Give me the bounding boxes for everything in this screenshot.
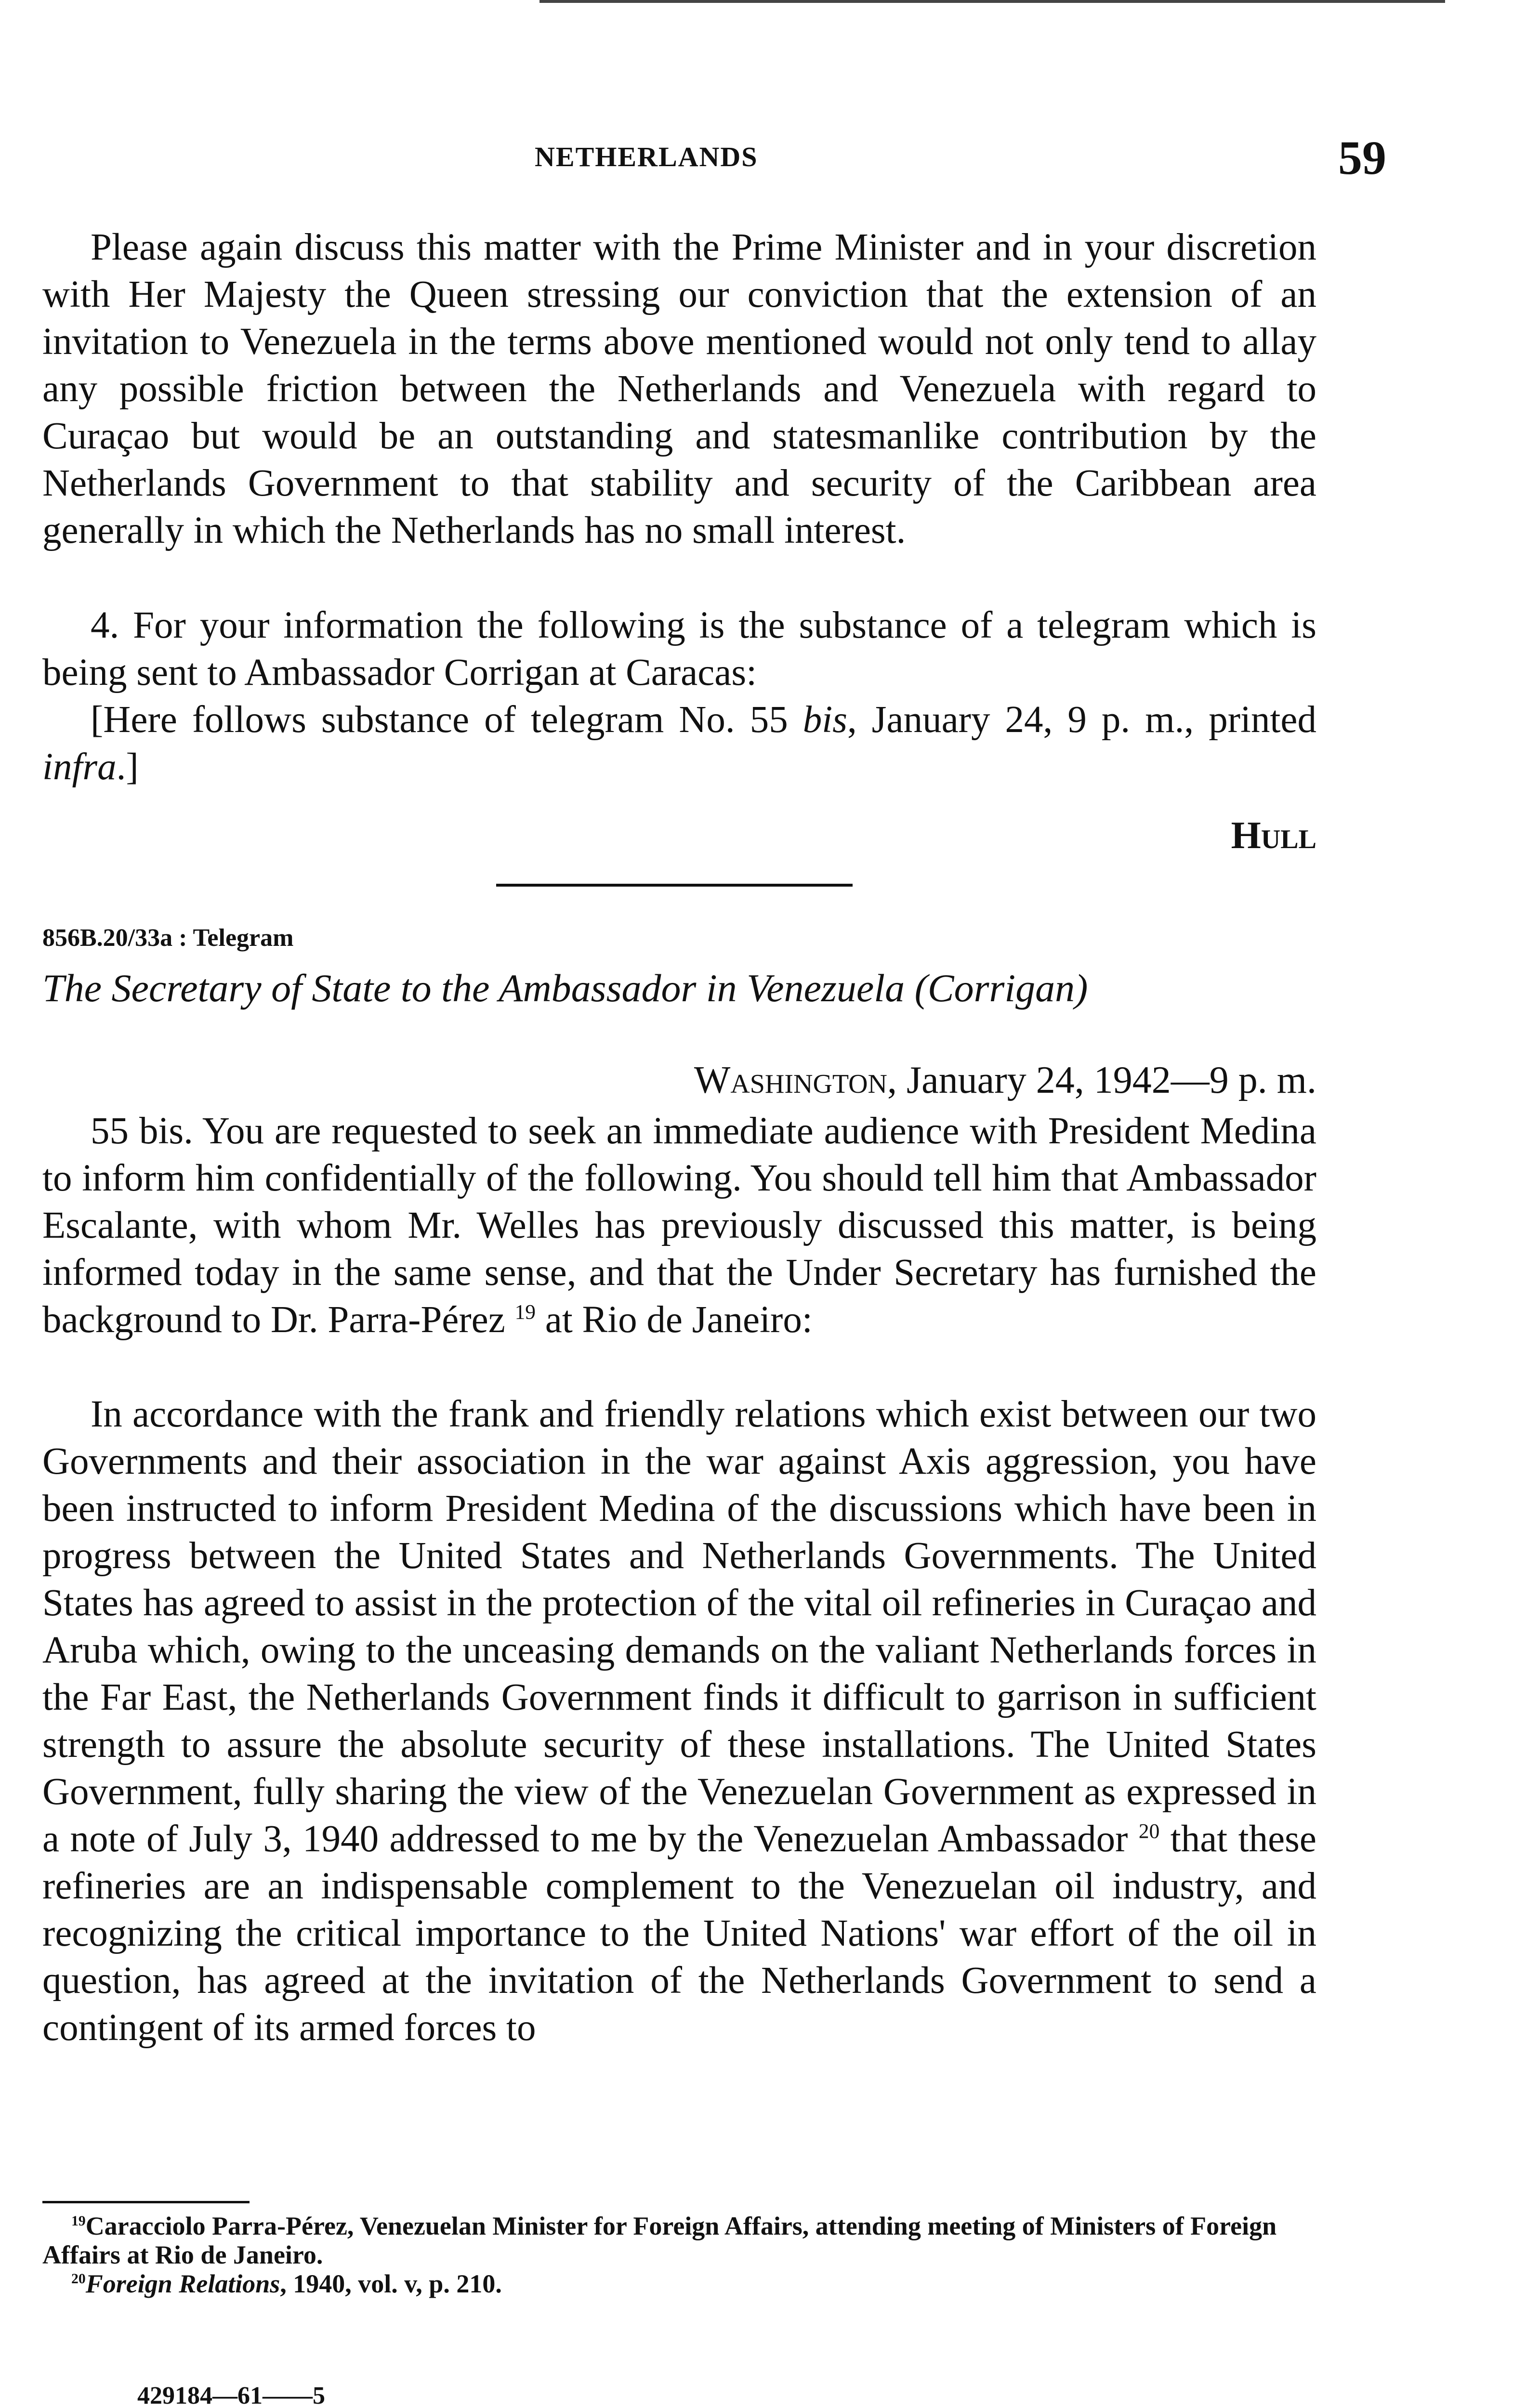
paragraph-discuss: Please again discuss this matter with the Prime Minister and in your discretion with Her Majesty the Queen stressing our conviction that the extension of an invitation to Venezuela in the terms above mentioned would not only tend to allay any possible friction between the Netherlands and Venezuela with regard to Curaçao but would be an outstanding and statesmanlike contribution by the Netherlands Government to that stability and security of the Caribbean area generally in which the Netherlands has no small interest.: [42, 226, 1316, 551]
footnote-mark: 19: [71, 2213, 86, 2229]
footnote-19: [42, 2212, 1316, 2269]
document-title: The Secretary of State to the Ambassador in Venezuela (Corrigan): [42, 966, 1088, 1010]
footnote-ref-19: 19: [514, 1300, 536, 1324]
top-rule: [539, 0, 1445, 3]
editorial-after: .]: [116, 746, 139, 788]
dateline-date: , January 24, 1942—9 p. m.: [887, 1059, 1316, 1101]
footnote-text: Caracciolo Parra-Pérez, Venezuelan Minister for Foreign Affairs, attending meeting of Ministers of Foreign Affairs at Rio de Janeiro.: [42, 2212, 1277, 2269]
footnote-title: Foreign Relations: [85, 2269, 280, 2298]
paragraph-4: 4. For your information the following is the substance of a telegram which is being sent to Ambassador Corrigan at Caracas:: [42, 604, 1316, 694]
editorial-note: [42, 696, 1316, 791]
para-accord-before: In accordance with the frank and friendly relations which exist between our two Governments and their association in the war against Axis aggression, you have been instructed to inform President Medina of the discussions which have been in progress between the United States and Netherlands Governments. The United States has agreed to assist in the protection of the vital oil refineries in Curaçao and Aruba which, owing to the unceasing demands on the valiant Netherlands forces in the Far East, the Netherlands Government finds it difficult to garrison in sufficient strength to assure the absolute security of these installations. The United States Government, fully sharing the view of the Venezuelan Government as expressed in a note of July 3, 1940 addressed to me by the Venezuelan Ambassador: [42, 1393, 1316, 1860]
footnote-rule: [42, 2201, 250, 2203]
editorial-middle: , January 24, 9 p. m., printed: [847, 699, 1316, 741]
paragraph-55-bis: [42, 1108, 1316, 1344]
section-divider: [496, 884, 853, 887]
footnote-ref-20: 20: [1138, 1819, 1160, 1843]
footnotes: [42, 2212, 1316, 2298]
paragraph-accordance: [42, 1391, 1316, 2052]
editorial-bis: bis: [802, 699, 847, 741]
running-head: NETHERLANDS: [535, 141, 758, 172]
editorial-infra: infra: [42, 746, 117, 788]
footnote-text: , 1940, vol. v, p. 210.: [280, 2269, 502, 2298]
print-code: 429184—61——5: [137, 2382, 325, 2408]
para-55-before: 55 bis. You are requested to seek an immediate audience with President Medina to inform him confidentially of the following. You should tell him that Ambassador Escalante, with whom Mr. Welles has previously discussed this matter, is being informed today in the same sense, and that the Under Secretary has furnished the background to Dr. Parra-Pérez: [42, 1110, 1316, 1341]
footnote-20: [42, 2269, 1316, 2298]
dateline-place: Washington: [694, 1059, 887, 1101]
para-55-after: at Rio de Janeiro:: [536, 1299, 813, 1341]
para-accord-after: that these refineries are an indispensable complement to the Venezuelan oil industry, and recognizing the critical importance to the United Nations' war effort of the oil in question, has agreed at the invitation of the Netherlands Government to send a contingent of its armed forces to: [42, 1818, 1316, 2049]
editorial-before: [Here follows substance of telegram No. 55: [91, 699, 803, 741]
footnote-mark: 20: [71, 2271, 86, 2287]
document-reference: 856B.20/33a : Telegram: [42, 924, 294, 952]
page-number: 59: [1338, 131, 1386, 184]
dateline: [694, 1059, 1316, 1102]
signature: Hull: [1231, 814, 1316, 857]
